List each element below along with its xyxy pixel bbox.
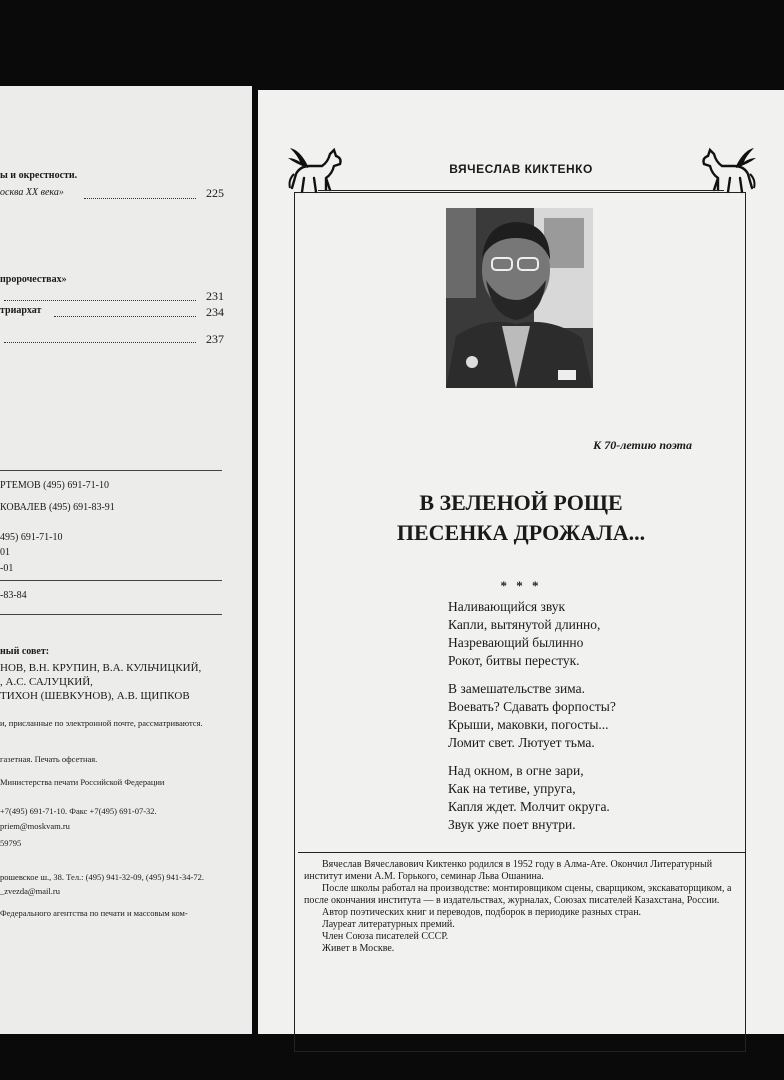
toc-item-subtitle: осква XX века» — [0, 187, 64, 198]
poem-line: Назревающий былинно — [448, 635, 584, 650]
board-line: НОВ, В.Н. КРУПИН, В.А. КУЛЬЧИЦКИЙ, — [0, 662, 202, 674]
imprint-line: рошевское ш., 38. Тел.: (495) 941-32-09, (495) 941-34-72. — [0, 872, 204, 882]
article-title — [258, 488, 784, 548]
author-name: ВЯЧЕСЛАВ КИКТЕНКО — [449, 162, 593, 176]
bio-paragraph: Автор поэтических книг и переводов, подборок в периодике разных стран. — [322, 907, 642, 918]
contact-line: 495) 691-71-10 — [0, 532, 63, 543]
imprint-line: +7(495) 691-71-10. Факс +7(495) 691-07-32. — [0, 806, 157, 816]
section-stars: * * * — [500, 578, 542, 593]
bio-paragraph: Живет в Москве. — [322, 943, 395, 954]
poem-line: Наливающийся звук — [448, 599, 566, 614]
imprint-line: Федерального агентства по печати и массовым ком- — [0, 908, 188, 918]
poem-line: Над окном, в огне зари, — [448, 763, 584, 778]
contact-line: КОВАЛЕВ (495) 691-83-91 — [0, 502, 115, 513]
contact-line: -01 — [0, 563, 14, 574]
board-label: ный совет: — [0, 646, 50, 657]
board-line: , А.С. САЛУЦКИЙ, — [0, 676, 93, 688]
bio-paragraph: Лауреат литературных премий. — [322, 919, 455, 930]
toc-item-title: пророчествах» — [0, 274, 67, 285]
imprint-line: Министерства печати Российской Федерации — [0, 777, 165, 787]
contact-line: -83-84 — [0, 590, 27, 601]
poem — [448, 598, 616, 844]
divider — [0, 580, 222, 581]
previous-page — [0, 86, 252, 1034]
title-line: В ЗЕЛЕНОЙ РОЩЕ — [419, 490, 623, 515]
imprint-line: и, присланные по электронной почте, рассматриваются. — [0, 718, 203, 728]
toc-item-title: ы и окрестности. — [0, 170, 78, 181]
poem-line: Крыши, маковки, погосты... — [448, 717, 609, 732]
imprint-line: _zvezda@mail.ru — [0, 886, 60, 896]
toc-leader — [54, 316, 196, 317]
toc-leader — [4, 300, 196, 301]
author-bio — [298, 852, 746, 955]
imprint-line: газетная. Печать офсетная. — [0, 754, 98, 764]
toc-leader — [84, 198, 196, 199]
title-line: ПЕСЕНКА ДРОЖАЛА... — [396, 520, 646, 545]
header-rule — [318, 190, 724, 191]
poem-line: Как на тетиве, упруга, — [448, 781, 576, 796]
toc-leader — [4, 342, 196, 343]
toc-item-title: триархат — [0, 305, 42, 316]
divider — [0, 614, 222, 615]
anniversary-note: К 70-летию поэта — [593, 438, 692, 452]
stanza — [448, 762, 616, 834]
toc-page-number: 234 — [206, 305, 224, 319]
toc-page-number: 231 — [206, 289, 224, 303]
contact-line: РТЕМОВ (495) 691-71-10 — [0, 480, 110, 491]
stanza — [448, 680, 616, 752]
bio-paragraph: Вячеслав Вячеславович Киктенко родился в 1952 году в Алма-Ате. Окончил Литературный институт имени А.М. Горького, семинар Льва Ошанина. — [304, 859, 713, 882]
current-page — [258, 90, 784, 1034]
poem-line: Воевать? Сдавать форпосты? — [448, 699, 616, 714]
toc-page-number: 225 — [206, 186, 224, 200]
imprint-line: 59795 — [0, 838, 22, 848]
toc-page-number: 237 — [206, 332, 224, 346]
poem-line: Рокот, битвы перестук. — [448, 653, 580, 668]
poem-line: Капля ждет. Молчит округа. — [448, 799, 610, 814]
bio-paragraph: Член Союза писателей СССР. — [322, 931, 449, 942]
poem-line: Капли, вытянутой длинно, — [448, 617, 601, 632]
stanza — [448, 598, 616, 670]
board-line: ТИХОН (ШЕВКУНОВ), А.В. ЩИПКОВ — [0, 690, 190, 702]
poem-line: Звук уже поет внутри. — [448, 817, 576, 832]
divider — [0, 470, 222, 471]
contact-line: 01 — [0, 547, 10, 558]
poem-line: Ломит свет. Лютует тьма. — [448, 735, 595, 750]
author-photo — [446, 208, 593, 388]
bio-paragraph: После школы работал на производстве: монтировщиком сцены, сварщиком, экскаваторщиком, а после окончания института — в издательствах, журналах, Союзах писателей Казахстана, России. — [304, 883, 732, 906]
imprint-line: priem@moskvam.ru — [0, 821, 70, 831]
poem-line: В замешательстве зима. — [448, 681, 585, 696]
